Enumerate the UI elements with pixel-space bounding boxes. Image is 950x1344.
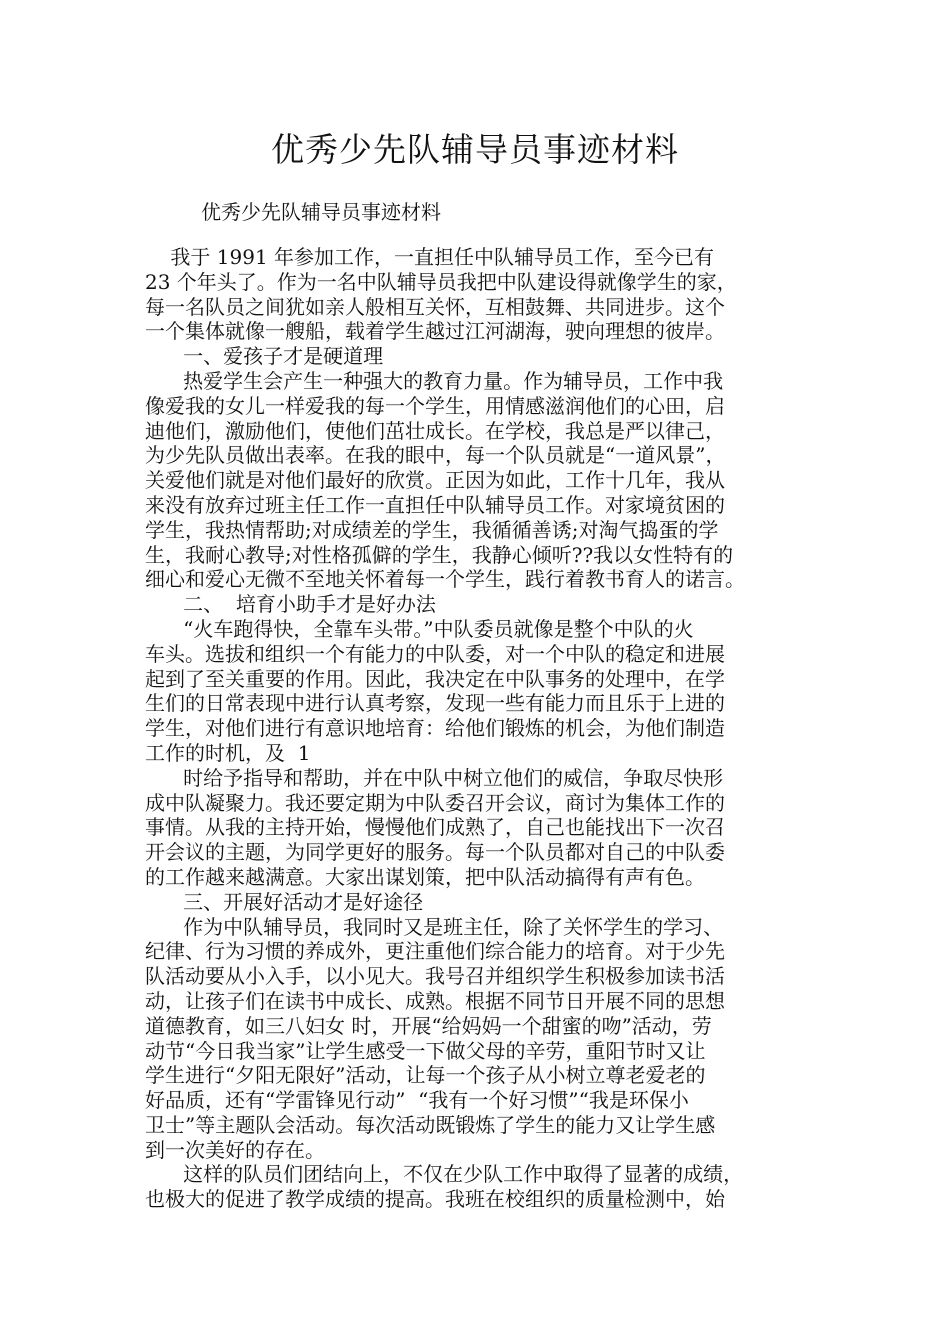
body-line: 每一名队员之间犹如亲人般相互关怀，互相鼓舞、共同进步。这个	[145, 294, 725, 319]
body-line: 卫士”等主题队会活动。每次活动既锻炼了学生的能力又让学生感	[145, 1112, 716, 1137]
body-line: 事情。从我的主持开始，慢慢他们成熟了，自己也能找出下一次召	[145, 815, 725, 840]
body-line: 纪律、行为习惯的养成外，更注重他们综合能力的培育。对于少先	[145, 939, 725, 964]
body-line: 也极大的促进了教学成绩的提高。我班在校组织的质量检测中，始	[145, 1187, 725, 1212]
body-line: “火车跑得快，全靠车头带。”中队委员就像是整个中队的火	[145, 616, 694, 641]
body-line: 迪他们，激励他们，使他们茁壮成长。在学校，我总是严以律己，	[145, 418, 725, 443]
body-line: 一个集体就像一艘船，载着学生越过江河湖海，驶向理想的彼岸。	[145, 319, 725, 344]
body-line: 起到了至关重要的作用。因此，我决定在中队事务的处理中，在学	[145, 666, 725, 691]
body-line: 动，让孩子们在读书中成长、成熟。根据不同节日开展不同的思想	[145, 988, 725, 1013]
body-line: 来没有放弃过班主任工作一直担任中队辅导员工作。对家境贫困的	[145, 492, 725, 517]
body-line: 关爱他们就是对他们最好的欣赏。正因为如此，工作十几年，我从	[145, 468, 725, 493]
body-line: 学生，我热情帮助;对成绩差的学生，我循循善诱;对淘气捣蛋的学	[145, 517, 719, 542]
body-line: 为少先队员做出表率。在我的眼中，每一个队员就是“一道风景”，	[145, 443, 726, 468]
body-line: 二、 培育小助手才是好办法	[145, 592, 436, 617]
body-line: 时给予指导和帮助，并在中队中树立他们的威信，争取尽快形	[145, 765, 724, 790]
body-line: 道德教育，如三八妇女 时，开展“给妈妈一个甜蜜的吻”活动，劳	[145, 1013, 712, 1038]
document-body	[145, 245, 825, 1212]
body-line: 这样的队员们团结向上，不仅在少队工作中取得了显著的成绩，	[145, 1162, 744, 1187]
document-title: 优秀少先队辅导员事迹材料	[271, 130, 679, 169]
body-line: 生，我耐心教导;对性格孤僻的学生，我静心倾听??我以女性特有的	[145, 542, 734, 567]
body-line: 成中队凝聚力。我还要定期为中队委召开会议，商讨为集体工作的	[145, 790, 725, 815]
body-line: 生们的日常表现中进行认真考察，发现一些有能力而且乐于上进的	[145, 691, 725, 716]
body-line: 三、开展好活动才是好途径	[145, 889, 424, 914]
body-line: 细心和爱心无微不至地关怀着每一个学生，践行着教书育人的诺言。	[145, 567, 745, 592]
body-line: 23 个年头了。作为一名中队辅导员我把中队建设得就像学生的家，	[145, 269, 737, 294]
body-line: 好品质，还有“学雷锋见行动” “我有一个好习惯”“我是环保小	[145, 1088, 689, 1113]
body-line: 车头。选拔和组织一个有能力的中队委，对一个中队的稳定和进展	[145, 641, 725, 666]
body-line: 到一次美好的存在。	[145, 1137, 325, 1162]
body-line: 工作的时机，及 1	[145, 740, 311, 765]
body-line: 作为中队辅导员，我同时又是班主任，除了关怀学生的学习、	[145, 914, 724, 939]
body-line: 一、爱孩子才是硬道理	[145, 344, 384, 369]
body-line: 学生，对他们进行有意识地培育：给他们锻炼的机会，为他们制造	[145, 716, 725, 741]
body-line: 动节“今日我当家”让学生感受一下做父母的辛劳，重阳节时又让	[145, 1038, 706, 1063]
document-subtitle: 优秀少先队辅导员事迹材料	[201, 200, 441, 224]
body-line: 的工作越来越满意。大家出谋划策，把中队活动搞得有声有色。	[145, 864, 705, 889]
body-line: 我于 1991 年参加工作，一直担任中队辅导员工作，至今已有	[145, 245, 715, 269]
body-line: 开会议的主题，为同学更好的服务。每一个队员都对自己的中队委	[145, 840, 725, 865]
body-line: 热爱学生会产生一种强大的教育力量。作为辅导员，工作中我	[145, 368, 724, 393]
body-line: 像爱我的女儿一样爱我的每一个学生，用情感滋润他们的心田，启	[145, 393, 725, 418]
body-line: 学生进行“夕阳无限好”活动，让每一个孩子从小树立尊老爱老的	[145, 1063, 706, 1088]
body-line: 队活动要从小入手，以小见大。我号召并组织学生积极参加读书活	[145, 964, 725, 989]
